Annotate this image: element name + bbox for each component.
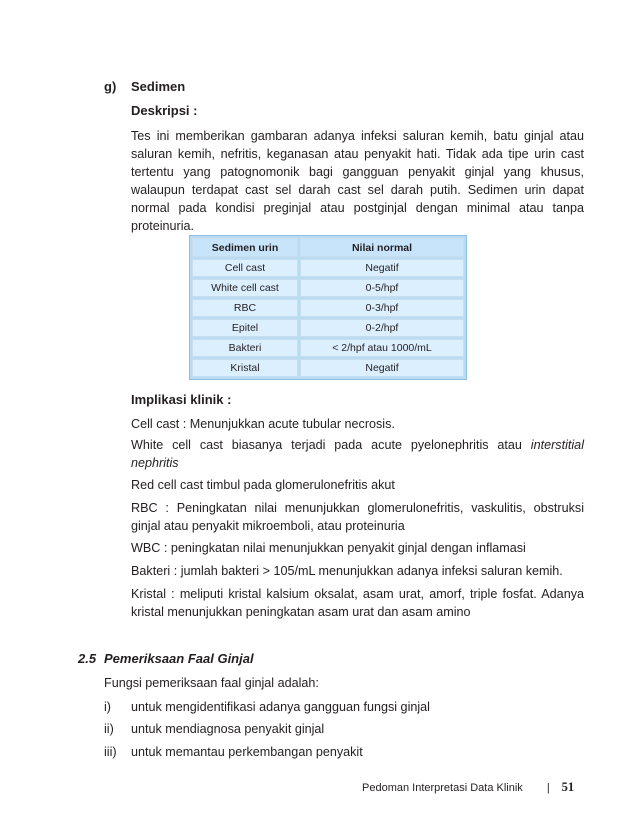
implikasi-item-wbc: WBC : peningkatan nilai menunjukkan penyakit ginjal dengan inflamasi: [131, 541, 526, 555]
table-header-nilai: Nilai normal: [300, 238, 464, 257]
implikasi-item-white-cell-cast: [131, 436, 584, 472]
list-item: [104, 722, 324, 736]
implikasi-item-kristal: Kristal : meliputi kristal kalsium oksalat, asam urat, amorf, triple fosfat. Adanya kristal menunjukkan peningkatan asam urat dan asam amino: [131, 587, 584, 619]
faal-intro: Fungsi pemeriksaan faal ginjal adalah:: [104, 676, 319, 690]
table-cell: 0-2/hpf: [300, 319, 464, 337]
deskripsi-label: Deskripsi :: [131, 103, 198, 118]
table-row: [192, 359, 464, 377]
section-g-heading: [104, 79, 185, 94]
table-header-sedimen: Sedimen urin: [192, 238, 298, 257]
implikasi-item-rbc: RBC : Peningkatan nilai menunjukkan glomerulonefritis, vaskulitis, obstruksi ginjal atau penyakit mikroemboli, atau proteinuria: [131, 501, 584, 533]
list-item: [104, 700, 430, 714]
list-item: [104, 745, 363, 759]
deskripsi-paragraph: Tes ini memberikan gambaran adanya infeksi saluran kemih, batu ginjal atau saluran kemih, nefritis, keganasan atau penyakit hati. Tidak ada tipe urin cast tertentu yang patognomonik bagi gangguan penyakit ginjal yang khusus, walaupun terdapat cast sel darah cast sel darah putih. Sedimen urin dapat normal pada kondisi preginjal atau postginjal dengan minimal atau tanpa proteinuria.: [131, 129, 584, 233]
table-cell: < 2/hpf atau 1000/mL: [300, 339, 464, 357]
table-cell: White cell cast: [192, 279, 298, 297]
table-row: [192, 319, 464, 337]
table-cell: RBC: [192, 299, 298, 317]
section-g-title: Sedimen: [131, 79, 186, 94]
sedimen-table: [190, 236, 466, 379]
implikasi-white-cell-italic: interstitial nephritis: [131, 438, 584, 470]
page-number: 51: [561, 780, 575, 794]
section-2-5-title: Pemeriksaan Faal Ginjal: [104, 651, 254, 666]
implikasi-label: Implikasi klinik :: [131, 392, 232, 407]
table-cell: Negatif: [300, 359, 464, 377]
table-row: [192, 259, 464, 277]
implikasi-item-cell-cast: Cell cast : Menunjukkan acute tubular necrosis.: [131, 417, 395, 431]
list-text: untuk mendiagnosa penyakit ginjal: [131, 722, 325, 736]
list-text: untuk memantau perkembangan penyakit: [131, 745, 363, 759]
table-cell: Epitel: [192, 319, 298, 337]
table-header-row: [192, 238, 464, 257]
table-cell: Bakteri: [192, 339, 298, 357]
table-cell: Negatif: [300, 259, 464, 277]
table-row: [192, 279, 464, 297]
table-cell: 0-5/hpf: [300, 279, 464, 297]
table-cell: Cell cast: [192, 259, 298, 277]
list-marker: iii): [104, 745, 117, 759]
table-row: [192, 339, 464, 357]
section-2-5-number: 2.5: [78, 651, 97, 666]
list-marker: i): [104, 700, 111, 714]
page-footer: [362, 780, 574, 795]
footer-book-title: Pedoman Interpretasi Data Klinik: [362, 782, 523, 794]
section-2-5-heading: [78, 651, 254, 666]
implikasi-item-red-cell-cast: Red cell cast timbul pada glomerulonefritis akut: [131, 478, 395, 492]
table-cell: Kristal: [192, 359, 298, 377]
table-cell: 0-3/hpf: [300, 299, 464, 317]
section-g-number: g): [104, 79, 117, 94]
footer-separator: |: [546, 782, 550, 794]
list-marker: ii): [104, 722, 114, 736]
implikasi-item-bakteri: Bakteri : jumlah bakteri > 105/mL menunjukkan adanya infeksi saluran kemih.: [131, 564, 563, 578]
table-row: [192, 299, 464, 317]
list-text: untuk mengidentifikasi adanya gangguan fungsi ginjal: [131, 700, 430, 714]
implikasi-white-cell-text: White cell cast biasanya terjadi pada acute pyelonephritis atau: [131, 438, 522, 452]
